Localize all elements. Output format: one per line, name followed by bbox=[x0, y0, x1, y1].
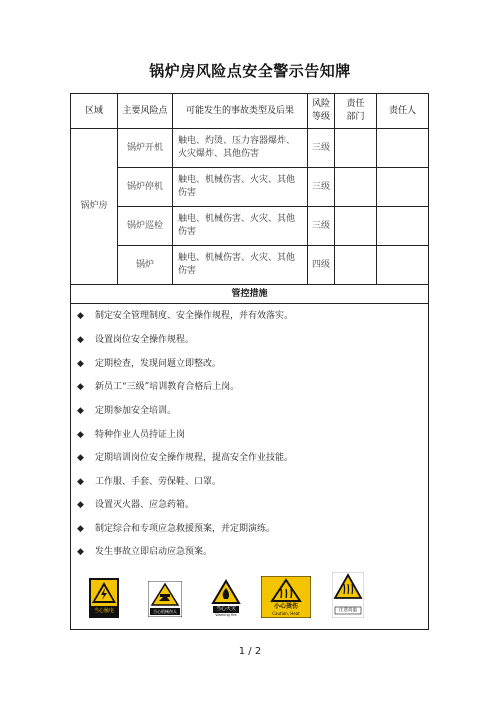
diamond-bullet-icon: ◆ bbox=[77, 382, 84, 392]
risk-level: 三级 bbox=[311, 181, 330, 192]
page-number: 1 / 2 bbox=[238, 646, 262, 657]
measure-item: ◆ 定期培训岗位安全操作规程，提高安全作业技能。 bbox=[77, 453, 294, 463]
risk-level: 三级 bbox=[311, 142, 330, 153]
header-area: 区域 bbox=[84, 105, 103, 116]
hand-crush-warning-icon: 当心机械伤人 bbox=[148, 581, 182, 617]
measures-divider bbox=[71, 303, 428, 304]
header-accidents: 可能发生的事故类型及后果 bbox=[185, 105, 294, 116]
diamond-bullet-icon: ◆ bbox=[77, 430, 84, 440]
page-title: 锅炉房风险点安全警示告知牌 bbox=[149, 62, 351, 80]
measure-item: ◆ 发生事故立即启动应急预案。 bbox=[77, 547, 213, 557]
diamond-bullet-icon: ◆ bbox=[77, 477, 84, 487]
diamond-bullet-icon: ◆ bbox=[77, 406, 84, 416]
header-dept: 责任部门 bbox=[346, 99, 365, 122]
header-main-risk: 主要风险点 bbox=[122, 105, 168, 116]
risk-notice-table bbox=[70, 93, 429, 630]
diamond-bullet-icon: ◆ bbox=[77, 335, 84, 345]
area-cell: 锅炉房 bbox=[80, 201, 108, 211]
accident-types: 触电、灼烫、压力容器爆炸、火灾爆炸、其他伤害 bbox=[178, 136, 296, 159]
diamond-bullet-icon: ◆ bbox=[77, 500, 84, 510]
electric-shock-warning-icon: 当心触电 bbox=[89, 578, 119, 618]
high-temperature-warning-icon: 注意高温 bbox=[332, 572, 364, 618]
measure-item: ◆ 设置岗位安全操作规程。 bbox=[77, 335, 195, 345]
measure-item: ◆ 定期检查，发现问题立即整改。 bbox=[77, 359, 222, 369]
fire-warning-icon: 当心火灾 Warning fire bbox=[211, 579, 241, 619]
diamond-bullet-icon: ◆ bbox=[77, 524, 84, 534]
header-person: 责任人 bbox=[388, 105, 416, 116]
diamond-bullet-icon: ◆ bbox=[77, 547, 84, 557]
diamond-bullet-icon: ◆ bbox=[77, 311, 84, 321]
hot-surface-warning-icon: 小心烫伤 Caution, Heat bbox=[261, 576, 311, 618]
diamond-bullet-icon: ◆ bbox=[77, 453, 84, 463]
measure-item: ◆ 工作服、手套、劳保鞋、口罩。 bbox=[77, 477, 222, 487]
header-risk-level: 风险等级 bbox=[312, 99, 331, 122]
measure-item: ◆ 特种作业人员持证上岗 bbox=[77, 430, 186, 440]
risk-level: 三级 bbox=[311, 220, 330, 231]
measures-title: 管控措施 bbox=[231, 288, 268, 299]
risk-point: 锅炉停机 bbox=[126, 181, 163, 192]
measure-item: ◆ 制定综合和专项应急救援预案，并定期演练。 bbox=[77, 524, 276, 534]
risk-point: 锅炉巡检 bbox=[126, 220, 163, 231]
accident-types: 触电、机械伤害、火灾、其他伤害 bbox=[178, 175, 296, 198]
measure-item: ◆ 新员工“三级”培训教育合格后上岗。 bbox=[77, 382, 240, 392]
risk-point: 锅炉 bbox=[135, 259, 154, 270]
accident-types: 触电、机械伤害、火灾、其他伤害 bbox=[178, 253, 296, 276]
diamond-bullet-icon: ◆ bbox=[77, 359, 84, 369]
measure-item: ◆ 定期参加安全培训。 bbox=[77, 406, 177, 416]
risk-point: 锅炉开机 bbox=[126, 142, 163, 153]
risk-level: 四级 bbox=[311, 259, 330, 270]
measure-item: ◆ 制定安全管理制度、安全操作规程，并有效落实。 bbox=[77, 311, 294, 321]
accident-types: 触电、机械伤害、火灾、其他伤害 bbox=[178, 214, 296, 237]
measure-item: ◆ 设置灭火器、应急药箱。 bbox=[77, 500, 195, 510]
